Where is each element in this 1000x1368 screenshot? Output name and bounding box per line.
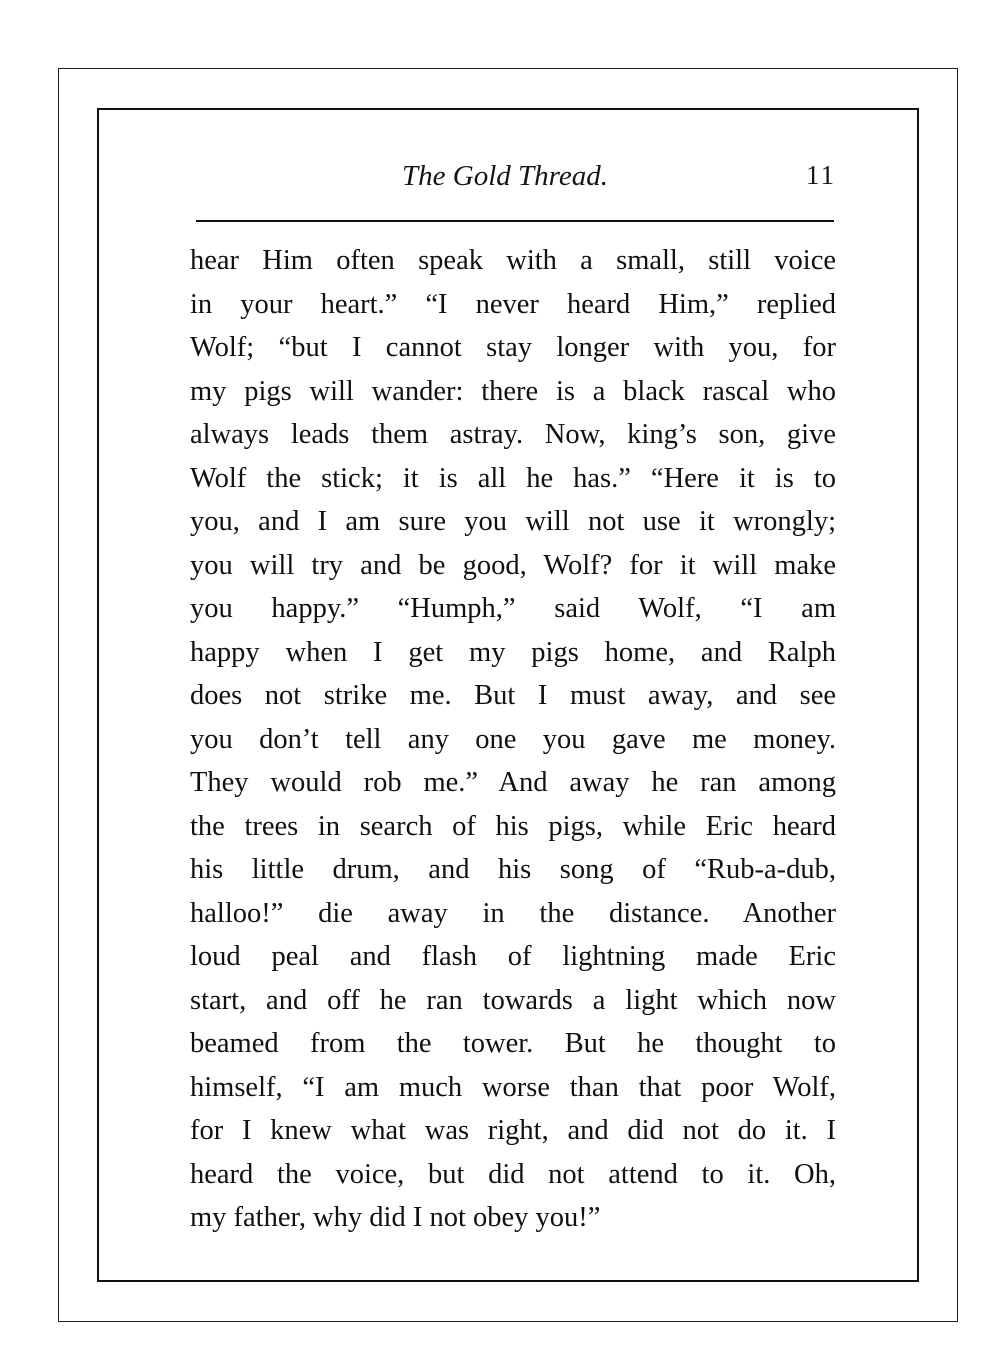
text-line: you, and I am sure you will not use it wrongly; (190, 506, 836, 537)
text-line: always leads them astray. Now, king’s son, give (190, 419, 836, 450)
text-line: beamed from the tower. But he thought to (190, 1028, 836, 1059)
text-line: his little drum, and his song of “Rub-a-dub, (190, 854, 836, 885)
text-line: happy when I get my pigs home, and Ralph (190, 636, 836, 668)
text-line: you don’t tell any one you gave me money. (190, 723, 836, 755)
text-line: heard the voice, but did not attend to it. Oh, (190, 1158, 836, 1190)
page-number: 11 (806, 160, 836, 190)
text-line: They would rob me.” And away he ran among (190, 767, 836, 798)
text-line: hear Him often speak with a small, still voice (190, 245, 836, 276)
text-line: my father, why did I not obey you!” (190, 1202, 601, 1233)
text-line: Wolf; “but I cannot stay longer with you, for (190, 332, 836, 363)
text-line: my pigs will wander: there is a black rascal who (190, 375, 836, 407)
text-line: the trees in search of his pigs, while Eric heard (190, 810, 836, 842)
text-line: halloo!” die away in the distance. Another (190, 897, 836, 929)
text-line: you will try and be good, Wolf? for it will make (190, 549, 836, 581)
body-text (190, 236, 836, 1237)
text-line: himself, “I am much worse than that poor Wolf, (190, 1071, 836, 1103)
text-line: start, and off he ran towards a light which now (190, 984, 836, 1016)
text-line: loud peal and flash of lightning made Eric (190, 941, 836, 972)
text-line: does not strike me. But I must away, and see (190, 680, 836, 711)
text-line: in your heart.” “I never heard Him,” replied (190, 288, 836, 320)
text-line: Wolf the stick; it is all he has.” “Here it is to (190, 462, 836, 494)
running-title: The Gold Thread. (402, 160, 608, 192)
text-line: you happy.” “Humph,” said Wolf, “I am (190, 593, 836, 624)
text-line: for I knew what was right, and did not do it. I (190, 1115, 836, 1146)
header-rule (196, 220, 834, 222)
